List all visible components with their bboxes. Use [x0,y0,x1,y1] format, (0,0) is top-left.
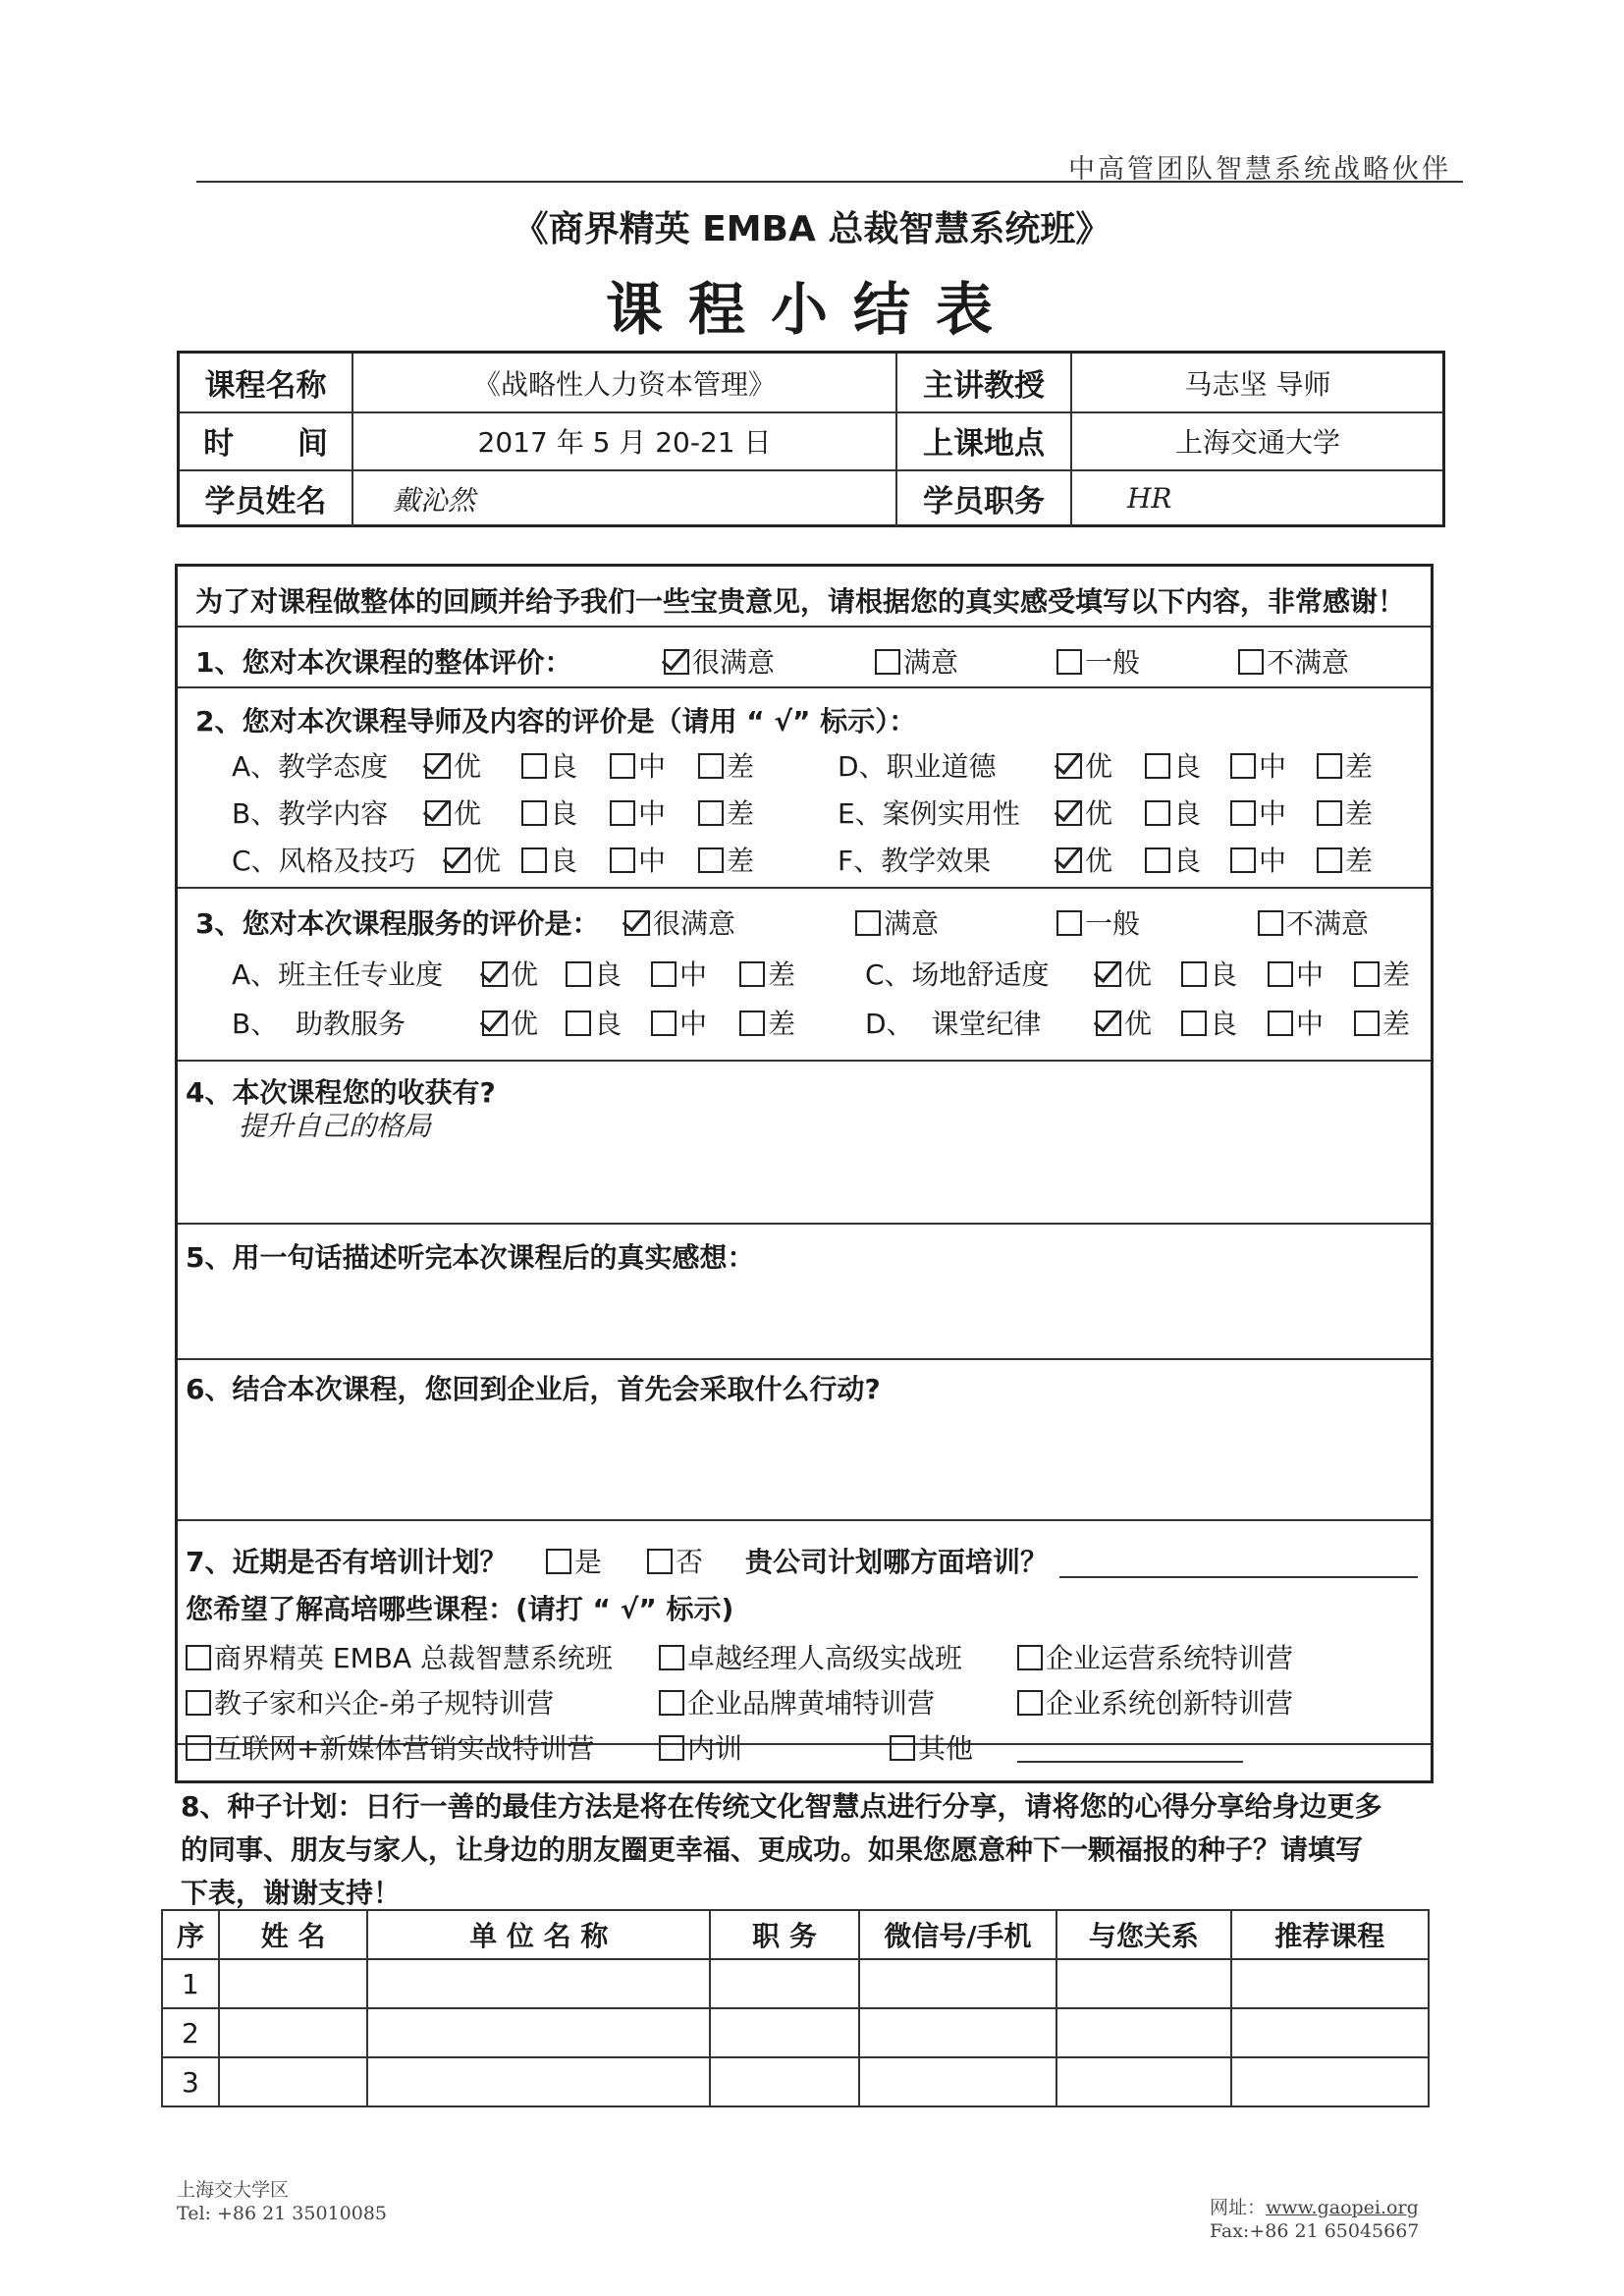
q3-a-fair[interactable]: 中 [651,954,707,993]
course-option-emba[interactable]: 商界精英 EMBA 总裁智慧系统班 [186,1637,613,1676]
position-field[interactable]: HR [1070,469,1443,527]
referral-header-row [162,1910,1429,1959]
checkbox[interactable] [546,1549,571,1574]
q1-section [178,628,1431,688]
q1-option-very-satisfied[interactable]: 很满意 [664,641,775,681]
course-name-field[interactable]: 《战略性人力资本管理》 [352,354,895,411]
checkbox[interactable] [186,1735,211,1761]
course-option-manager[interactable]: 卓越经理人高级实战班 [659,1637,962,1676]
checkbox-checked[interactable] [624,910,650,936]
q3-d-good[interactable]: 良 [1181,1003,1237,1042]
q2-a-poor[interactable]: 差 [698,745,754,785]
q3-a-excellent[interactable]: 优 [482,954,538,993]
q2-a-good[interactable]: 良 [521,745,577,785]
q2-d-poor[interactable]: 差 [1317,745,1373,785]
cell-input[interactable] [710,1959,859,2008]
q7-which-text: 贵公司计划哪方面培训？ [745,1546,1049,1578]
checkbox[interactable] [1181,961,1207,987]
checkbox-checked[interactable] [425,800,451,826]
checkbox[interactable] [566,1011,591,1036]
cell-input[interactable] [1056,1959,1230,2008]
q2-e-fair[interactable]: 中 [1230,793,1286,832]
checkbox[interactable] [521,753,547,779]
q3-section [178,889,1431,1062]
checkbox-checked[interactable] [1056,753,1082,779]
evaluation-form [175,564,1434,1783]
q5-section [178,1225,1431,1360]
cell-input[interactable] [859,2057,1056,2106]
checkbox[interactable] [875,649,900,675]
q3-text: 3、您对本次课程服务的评价是： [195,907,600,940]
q1-option-unsatisfied[interactable]: 不满意 [1238,641,1349,681]
info-row-student [180,469,1442,527]
checkbox[interactable] [521,800,547,826]
table-row [162,2008,1429,2057]
position-label: 学员职务 [895,469,1070,527]
checkbox-checked[interactable] [445,847,470,873]
q2-e-poor[interactable]: 差 [1317,793,1373,832]
checkbox[interactable] [651,961,677,987]
q2-d-fair[interactable]: 中 [1230,745,1286,785]
q2-item-f: F、教学效果 [838,845,992,877]
course-option-innovation[interactable]: 企业系统创新特训营 [1017,1682,1293,1722]
q2-b-fair[interactable]: 中 [610,793,666,832]
header-tagline: 中高管团队智慧系统战略伙伴 [1068,154,1451,185]
q2-item-e: E、案例实用性 [838,797,1020,830]
q2-c-good[interactable]: 良 [521,840,577,879]
time-label: 时 间 [203,426,328,462]
checkbox-checked[interactable] [1096,961,1121,987]
cell-input[interactable] [219,1959,368,2008]
checkbox-checked[interactable] [1096,1011,1121,1036]
checkbox[interactable] [186,1645,211,1670]
checkbox[interactable] [659,1690,684,1716]
checkbox-checked[interactable] [664,649,689,675]
course-option-operation[interactable]: 企业运营系统特训营 [1017,1637,1293,1676]
col-company: 单 位 名 称 [367,1910,710,1959]
checkbox[interactable] [1268,1011,1293,1036]
checkbox[interactable] [610,753,635,779]
checkbox[interactable] [1230,800,1256,826]
student-name-label: 学员姓名 [204,484,327,519]
cell-input[interactable] [1056,2008,1230,2057]
checkbox[interactable] [610,800,635,826]
cell-input[interactable] [1056,2057,1230,2106]
q1-text: 1、您对本次课程的整体评价： [195,646,572,679]
q4-text: 4、本次课程您的收获有? [186,1076,496,1109]
q3-option-average[interactable]: 一般 [1056,902,1140,942]
q3-d-excellent[interactable]: 优 [1096,1003,1152,1042]
checkbox-checked[interactable] [425,753,451,779]
q7-section [178,1521,1431,1765]
q2-a-fair[interactable]: 中 [610,745,666,785]
course-option-other[interactable]: 其他 [890,1727,973,1767]
q3-option-very-satisfied[interactable]: 很满意 [624,902,735,942]
checkbox[interactable] [1354,961,1380,987]
cell-input[interactable] [1231,1959,1429,2008]
q3-option-satisfied[interactable]: 满意 [855,902,939,942]
checkbox[interactable] [1145,753,1170,779]
cell-input[interactable] [219,2008,368,2057]
info-row-course [180,354,1442,413]
row-index: 1 [162,1959,219,2008]
cell-input[interactable] [710,2057,859,2106]
checkbox[interactable] [739,961,765,987]
q7-option-yes[interactable]: 是 [546,1541,602,1580]
checkbox[interactable] [1145,847,1170,873]
checkbox[interactable] [1354,1011,1380,1036]
checkbox[interactable] [1317,800,1342,826]
form-subtitle: 《商界精英 EMBA 总裁智慧系统班》 [513,209,1111,249]
row-index: 2 [162,2008,219,2057]
q3-item-c: C、场地舒适度 [865,958,1050,991]
q8-line-3: 下表，谢谢支持！ [181,1877,402,1909]
checkbox[interactable] [521,847,547,873]
col-relation: 与您关系 [1056,1910,1230,1959]
referral-table [161,1909,1430,2107]
q2-b-poor[interactable]: 差 [698,793,754,832]
col-name: 姓 名 [219,1910,368,1959]
cell-input[interactable] [859,2008,1056,2057]
checkbox[interactable] [698,847,724,873]
q5-text: 5、用一句话描述听完本次课程后的真实感想： [186,1241,755,1274]
q2-b-excellent[interactable]: 优 [425,793,481,832]
q3-d-poor[interactable]: 差 [1354,1003,1410,1042]
checkbox[interactable] [698,800,724,826]
col-position: 职 务 [710,1910,859,1959]
table-row [162,2057,1429,2106]
info-row-time [180,411,1442,471]
checkbox[interactable] [659,1735,684,1761]
lecturer-label: 主讲教授 [895,354,1070,411]
q3-c-good[interactable]: 良 [1181,954,1237,993]
checkbox[interactable] [1056,649,1082,675]
q2-e-excellent[interactable]: 优 [1056,793,1112,832]
checkbox[interactable] [1268,961,1293,987]
footer-site-link[interactable]: www.gaopei.org [1266,2197,1419,2218]
q3-item-b: B、 助教服务 [232,1008,406,1040]
q2-c-poor[interactable]: 差 [698,840,754,879]
q2-section [178,688,1431,889]
checkbox[interactable] [1145,800,1170,826]
course-option-internet[interactable]: 互联网+新媒体营销实战特训营 [186,1727,594,1767]
checkbox[interactable] [1017,1645,1043,1670]
q2-d-excellent[interactable]: 优 [1056,745,1112,785]
cell-input[interactable] [710,2008,859,2057]
q4-answer-field[interactable]: 提升自己的格局 [239,1110,432,1142]
q6-text: 6、结合本次课程，您回到企业后，首先会采取什么行动? [186,1373,881,1405]
checkbox[interactable] [855,910,881,936]
checkbox[interactable] [186,1690,211,1716]
q3-a-poor[interactable]: 差 [739,954,795,993]
location-field[interactable]: 上海交通大学 [1070,411,1443,469]
checkbox[interactable] [1056,910,1082,936]
table-row [162,1959,1429,2008]
q3-b-fair[interactable]: 中 [651,1003,707,1042]
q3-item-d: D、 课堂纪律 [865,1008,1042,1040]
q2-f-fair[interactable]: 中 [1230,840,1286,879]
cell-input[interactable] [367,1959,710,2008]
checkbox[interactable] [1017,1690,1043,1716]
q2-c-excellent[interactable]: 优 [445,840,501,879]
q7-option-no[interactable]: 否 [647,1541,703,1580]
q2-b-good[interactable]: 良 [521,793,577,832]
q2-a-excellent[interactable]: 优 [425,745,481,785]
footer-fax: Fax:+86 21 65045667 [1210,2220,1420,2242]
cell-input[interactable] [1231,2057,1429,2106]
footer-right [1210,2196,1419,2243]
location-label: 上课地点 [895,411,1070,469]
cell-input[interactable] [859,1959,1056,2008]
q3-b-good[interactable]: 良 [566,1003,622,1042]
q7-wish-text: 您希望了解高培哪些课程：(请打 “ √” 标示) [186,1593,734,1625]
q2-e-good[interactable]: 良 [1145,793,1201,832]
checkbox[interactable] [1317,753,1342,779]
footer-tel: Tel: +86 21 35010085 [177,2203,388,2224]
course-option-family[interactable]: 教子家和兴企-弟子规特训营 [186,1682,554,1722]
cell-input[interactable] [367,2057,710,2106]
q8-line-2: 的同事、朋友与家人，让身边的朋友圈更幸福、更成功。如果您愿意种下一颗福报的种子？请填写 [181,1833,1364,1866]
time-field[interactable]: 2017 年 5 月 20-21 日 [352,411,895,469]
checkbox[interactable] [647,1549,673,1574]
footer-campus: 上海交大学区 [177,2179,290,2201]
form-title: 课程小结表 [605,276,1018,343]
checkbox[interactable] [1317,847,1342,873]
checkbox[interactable] [1258,910,1283,936]
checkbox-checked[interactable] [482,1011,508,1036]
checkbox[interactable] [566,961,591,987]
cell-input[interactable] [1231,2008,1429,2057]
checkbox[interactable] [659,1645,684,1670]
checkbox[interactable] [890,1735,915,1761]
q8-line-1: 8、种子计划：日行一善的最佳方法是将在传统文化智慧点进行分享，请将您的心得分享给身边更多 [181,1790,1382,1823]
q2-text: 2、您对本次课程导师及内容的评价是（请用 “ √” 标示）： [195,705,917,738]
q3-item-a: A、班主任专业度 [232,958,444,991]
col-course: 推荐课程 [1231,1910,1429,1959]
q2-c-fair[interactable]: 中 [610,840,666,879]
q2-item-c: C、风格及技巧 [232,845,416,877]
q3-c-fair[interactable]: 中 [1268,954,1324,993]
course-other-field[interactable] [1017,1761,1243,1763]
checkbox-checked[interactable] [1056,847,1082,873]
header-divider [196,181,1463,183]
col-index: 序 [162,1910,219,1959]
cell-input[interactable] [367,2008,710,2057]
checkbox[interactable] [1181,1011,1207,1036]
checkbox-checked[interactable] [1056,800,1082,826]
q2-f-good[interactable]: 良 [1145,840,1201,879]
q2-f-excellent[interactable]: 优 [1056,840,1112,879]
course-name-label: 课程名称 [204,368,327,404]
q3-a-good[interactable]: 良 [566,954,622,993]
course-option-inhouse[interactable]: 内训 [659,1727,742,1767]
footer-site-label: 网址： [1210,2197,1267,2218]
q4-section [178,1062,1431,1225]
checkbox[interactable] [651,1011,677,1036]
q3-c-poor[interactable]: 差 [1354,954,1410,993]
lecturer-field[interactable]: 马志坚 导师 [1070,354,1443,411]
col-wechat: 微信号/手机 [859,1910,1056,1959]
q2-item-b: B、教学内容 [232,797,389,830]
intro-section [178,567,1431,628]
q6-section [178,1360,1431,1521]
checkbox[interactable] [1230,753,1256,779]
checkbox[interactable] [739,1011,765,1036]
checkbox-checked[interactable] [482,961,508,987]
q2-f-poor[interactable]: 差 [1317,840,1373,879]
q3-b-excellent[interactable]: 优 [482,1003,538,1042]
cell-input[interactable] [219,2057,368,2106]
q1-option-satisfied[interactable]: 满意 [875,641,958,681]
q3-d-fair[interactable]: 中 [1268,1003,1324,1042]
student-name-field[interactable]: 戴沁然 [352,469,895,527]
checkbox[interactable] [610,847,635,873]
q7-which-field[interactable] [1059,1576,1418,1578]
q2-item-a: A、教学态度 [232,750,389,783]
course-option-brand[interactable]: 企业品牌黄埔特训营 [659,1682,935,1722]
checkbox[interactable] [1230,847,1256,873]
q8-section [178,1771,1431,1784]
q3-c-excellent[interactable]: 优 [1096,954,1152,993]
q1-option-average[interactable]: 一般 [1056,641,1140,681]
course-info-table [177,351,1445,527]
row-index: 3 [162,2057,219,2106]
checkbox[interactable] [698,753,724,779]
intro-text: 为了对课程做整体的回顾并给予我们一些宝贵意见，请根据您的真实感受填写以下内容，非常感谢！ [195,585,1406,618]
q2-d-good[interactable]: 良 [1145,745,1201,785]
footer-left [177,2178,387,2225]
q2-item-d: D、职业道德 [838,750,997,783]
q7-text: 7、近期是否有培训计划？ [186,1546,508,1578]
q3-b-poor[interactable]: 差 [739,1003,795,1042]
q3-option-unsatisfied[interactable]: 不满意 [1258,902,1369,942]
checkbox[interactable] [1238,649,1264,675]
